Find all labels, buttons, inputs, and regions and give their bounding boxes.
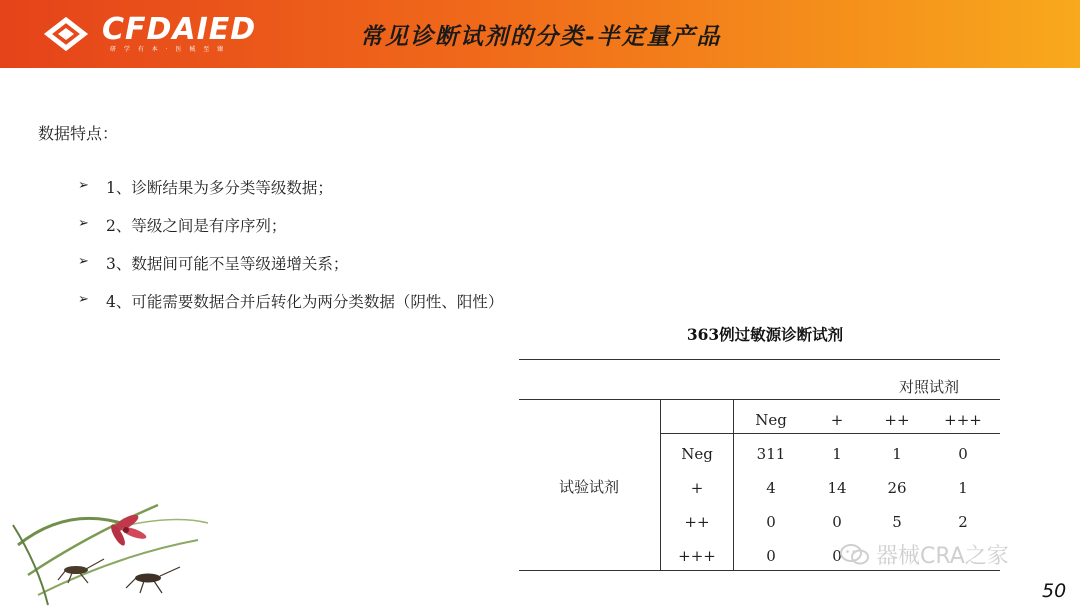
- column-group-label: 对照试剂: [898, 378, 959, 396]
- feature-item: [78, 176, 503, 214]
- column-header: ++: [884, 411, 910, 429]
- table-divider-mid: [733, 399, 734, 571]
- features-heading: 数据特点：: [38, 124, 119, 143]
- table-cell: 0: [766, 513, 776, 531]
- row-label: +++: [678, 547, 716, 565]
- row-group-label: 试验试剂: [558, 478, 619, 496]
- table-cell: 0: [832, 513, 842, 531]
- table-cell: 0: [832, 547, 842, 565]
- table-header-rule: [660, 433, 1000, 434]
- logo-subtext: 研 学 有 本 · 医 械 至 臻: [110, 46, 227, 53]
- feature-text: 1、诊断结果为多分类等级数据；: [106, 179, 333, 197]
- row-label: Neg: [681, 445, 713, 463]
- bullet-arrow-icon: ➢: [78, 254, 89, 269]
- slide-title: 常见诊断试剂的分类-半定量产品: [360, 23, 722, 50]
- column-header: Neg: [755, 411, 787, 429]
- feature-text: 2、等级之间是有序序列；: [106, 217, 287, 235]
- table-cell: 0: [958, 445, 968, 463]
- orchid-painting-image: [8, 485, 248, 607]
- bullet-arrow-icon: ➢: [78, 292, 89, 307]
- column-header: +++: [944, 411, 982, 429]
- orchid-flower-icon: [109, 512, 148, 548]
- table-cell: 14: [827, 479, 847, 497]
- table-cell: 4: [766, 479, 776, 497]
- watermark: [840, 539, 1009, 570]
- table-cell: 1: [832, 445, 842, 463]
- feature-item: [78, 290, 503, 328]
- table-cell: 1: [892, 445, 902, 463]
- table-cell: 311: [756, 445, 786, 463]
- feature-text: 4、可能需要数据合并后转化为两分类数据（阴性、阳性）: [106, 293, 504, 311]
- watermark-text: 器械CRA之家: [876, 544, 1009, 569]
- logo-emblem-icon: [44, 14, 100, 54]
- cricket-icon: [126, 567, 180, 593]
- header-bar: [0, 0, 1080, 68]
- table-cell: 5: [892, 513, 902, 531]
- table-bottom-rule: [519, 570, 1000, 571]
- row-label: ++: [684, 513, 710, 531]
- page-number: 50: [1042, 580, 1067, 602]
- feature-item: [78, 214, 503, 252]
- table-divider-left: [660, 399, 661, 571]
- column-header: +: [830, 411, 844, 429]
- table-cell: 0: [766, 547, 776, 565]
- feature-list: [78, 176, 503, 328]
- table-cell: 26: [887, 479, 907, 497]
- wechat-icon: [840, 544, 870, 566]
- logo: [44, 14, 264, 52]
- table-caption: 363例过敏源诊断试剂: [686, 325, 844, 344]
- row-label: +: [690, 479, 704, 497]
- feature-item: [78, 252, 503, 290]
- bullet-arrow-icon: ➢: [78, 216, 89, 231]
- table-group-rule: [519, 399, 1000, 400]
- cricket-icon: [58, 559, 104, 583]
- table-cell: 2: [958, 513, 968, 531]
- table-cell: 1: [958, 479, 968, 497]
- bullet-arrow-icon: ➢: [78, 178, 89, 193]
- logo-text: CFDAIED: [102, 12, 257, 47]
- table-top-rule: [519, 359, 1000, 360]
- feature-text: 3、数据间可能不呈等级递增关系；: [106, 255, 349, 273]
